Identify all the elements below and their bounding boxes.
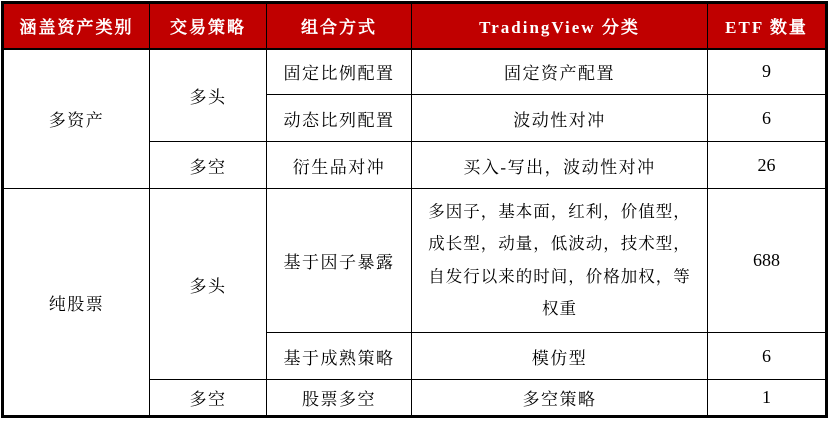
etf-classification-table (1, 1, 828, 418)
cell-category-imitation: 模仿型 (412, 333, 708, 380)
cell-strategy-long-short: 多空 (150, 142, 267, 189)
cell-count: 6 (708, 95, 827, 142)
cell-combination-dynamic-ratio: 动态比列配置 (267, 95, 412, 142)
table-row (3, 189, 827, 333)
header-row (3, 3, 827, 49)
header-cell-asset-class: 涵盖资产类别 (3, 3, 150, 49)
cell-count: 1 (708, 380, 827, 417)
cell-asset-class-multi-asset: 多资产 (3, 49, 150, 189)
header-cell-combination-method: 组合方式 (267, 3, 412, 49)
cell-combination-derivative-hedge: 衍生品对冲 (267, 142, 412, 189)
header-cell-etf-count: ETF 数量 (708, 3, 827, 49)
table-row (3, 49, 827, 95)
cell-count: 9 (708, 49, 827, 95)
cell-count: 6 (708, 333, 827, 380)
cell-strategy-long: 多头 (150, 49, 267, 142)
cell-category-fixed-asset-allocation: 固定资产配置 (412, 49, 708, 95)
cell-category-factor-list: 多因子，基本面，红利，价值型，成长型，动量，低波动，技术型，自发行以来的时间，价格加权，等权重 (412, 189, 708, 333)
cell-strategy-long-short: 多空 (150, 380, 267, 417)
header-cell-tradingview-category: TradingView 分类 (412, 3, 708, 49)
cell-count: 688 (708, 189, 827, 333)
cell-asset-class-pure-equity: 纯股票 (3, 189, 150, 417)
cell-strategy-long: 多头 (150, 189, 267, 380)
cell-category-volatility-hedge: 波动性对冲 (412, 95, 708, 142)
cell-combination-equity-long-short: 股票多空 (267, 380, 412, 417)
header-cell-trading-strategy: 交易策略 (150, 3, 267, 49)
cell-combination-fixed-ratio: 固定比例配置 (267, 49, 412, 95)
cell-category-long-short-strategy: 多空策略 (412, 380, 708, 417)
cell-combination-factor-exposure: 基于因子暴露 (267, 189, 412, 333)
cell-count: 26 (708, 142, 827, 189)
cell-category-buy-write-volatility-hedge: 买入-写出，波动性对冲 (412, 142, 708, 189)
cell-combination-mature-strategy: 基于成熟策略 (267, 333, 412, 380)
